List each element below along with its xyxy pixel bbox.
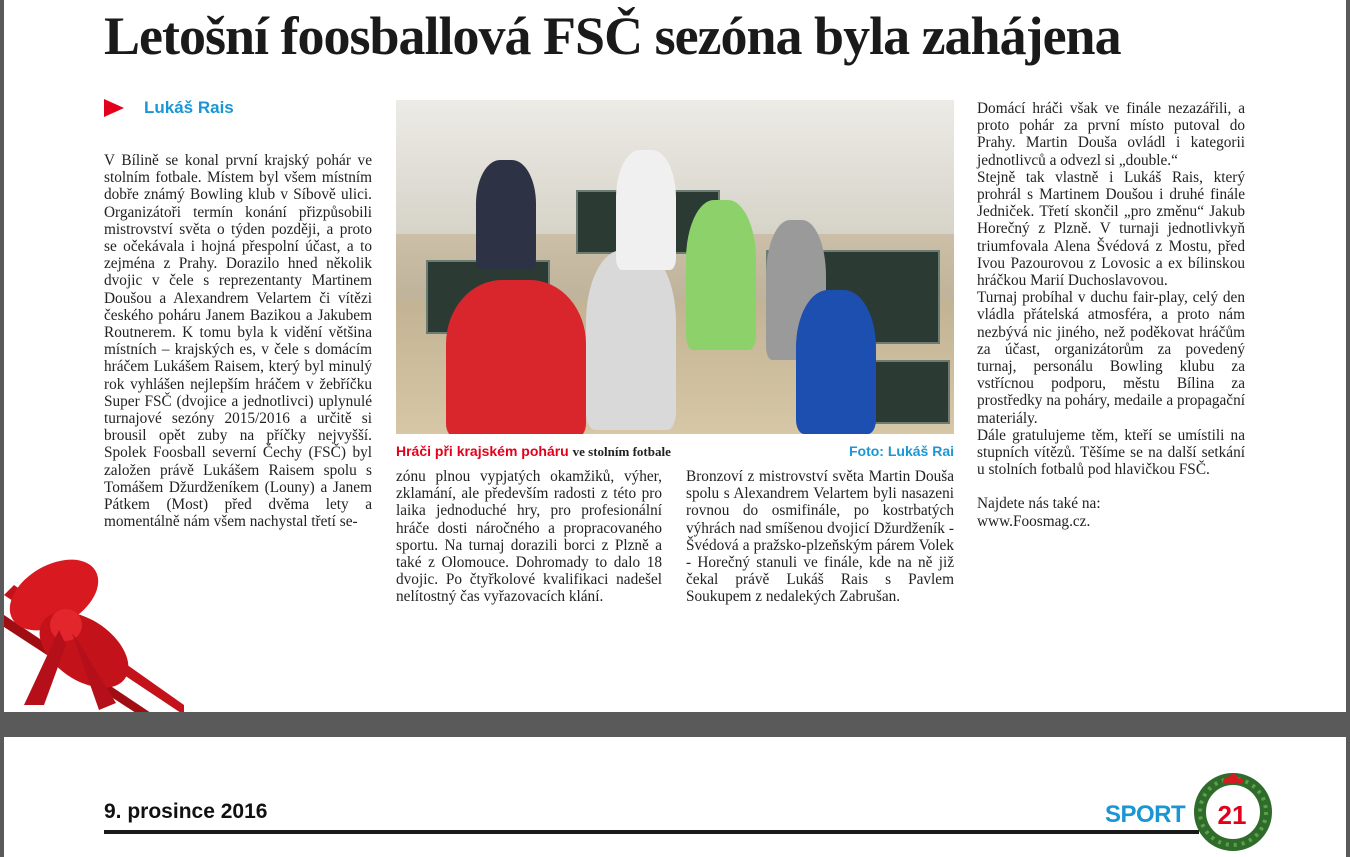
author-name: Lukáš Rais <box>144 98 234 117</box>
header-rule <box>104 830 1199 834</box>
photo-credit: Foto: Lukáš Rai <box>848 443 954 459</box>
player <box>796 290 876 434</box>
page-number: 21 <box>1217 800 1247 830</box>
section-name: SPORT <box>1105 801 1186 828</box>
player <box>476 160 536 270</box>
player <box>446 280 586 434</box>
player <box>586 250 676 430</box>
column-4-paragraph: Domácí hráči však ve finále nezazářili, a proto pohár za první místo putoval do Prahy. Martin Douša ovládl i kategorii jednotlivců a odvezl si „double.“ <box>977 100 1245 169</box>
column-4-web-link: www.Foosmag.cz. <box>977 512 1091 530</box>
column-2-text: zónu plnou vypjatých okamžiků, výher, zklamání, ale především radosti z této pro laika jednoduché hry, pro profesionální hráče dosti náročného a propracovaného sportu. Na turnaj dorazili borci z Plzně a také z Olomouce. Dohromady to dalo 18 dvojic. Po čtyřkolové kvalifikaci nadešel nelítostný čas vyřazovacích klání. <box>396 468 662 606</box>
column-3-text: Bronzoví z mistrovství světa Martin Douša spolu s Alexandrem Velartem byli nasazeni rovnou do osmifinále, po kostrbatých výhrách nad smíšenou dvojicí Džurdženík - Švédová a pražsko-plzeňským párem Volek - Horečný stanuli ve finále, kde na ně již čekal právě Lukáš Rais s Pavlem Soukupem z nedalekých Zabrušan. <box>686 468 954 606</box>
photo-caption-sub: ve stolním fotbale <box>572 444 671 459</box>
photo-caption-main <box>396 443 671 460</box>
article-column-1 <box>104 152 372 530</box>
photo-caption <box>396 443 954 463</box>
column-1-text: V Bílině se konal první krajský pohár ve stolním fotbale. Místem byl všem místním dobře známý Bowling klub v Síbově ulici. Organizátoři termín konání přizpůsobili mistrovství světa o týden později, a proto se očekávala i hojná přespolní účast, a to zejména z Prahy. Dorazilo hned několik dvojic v čele s reprezentanty Martinem Doušou a Alexandrem Velartem či vítězi českého poháru Janem Bazikou a Jakubem Routnerem. K tomu byla k vidění většina místních – krajských es, v čele s domácím hráčem Lukášem Raisem, který byl minulý rok vyhlášen nejlepším hráčem v žebříčku Super FSČ (dvojice a jednotlivci) uplynulé turnajové sezóny 2015/2016 a určitě si brousil opět zuby na příčky nejvyšší. Spolek Foosball severní Čechy (FSČ) byl založen právě Lukášem Raisem spolu s Tomášem Džurdženíkem (Louny) a Janem Pátkem (Most) před dvěma lety a momentálně nám všem nachystal třetí se- <box>104 152 372 531</box>
column-4-paragraph: Stejně tak vlastně i Lukáš Rais, který prohrál s Martinem Doušou i druhé finále Jedniček. Třetí skončil „pro změnu“ Jakub Horečný z Plzně. V turnaji jednotlivkyň triumfovala Alena Švédová z Mostu, před Ivou Pazourovou z Lovosic a ex bílinskou hráčkou Marií Duchoslavovou. <box>977 168 1245 290</box>
author-byline <box>104 98 234 118</box>
christmas-bow-icon <box>4 555 184 712</box>
column-4-paragraph: Dále gratulujeme těm, kteří se umístili na stupních vítězů. Těšíme se na další setkání u stolních fotbalů pod hlavičkou FSČ. <box>977 426 1245 479</box>
next-page-header <box>4 737 1346 857</box>
article-column-2 <box>396 468 662 606</box>
player <box>686 200 756 350</box>
column-4-paragraph: Turnaj probíhal v duchu fair-play, celý den vládla přátelská atmosféra, a proto nám nezbývá nic jiného, než poděkovat hráčům za účast, organizátorům za povedený turnaj, personálu Bowling klubu za vstřícnou podporu, městu Bílina za prostředky na poháry, medaile a propagační materiály. <box>977 289 1245 427</box>
column-4-spacer <box>977 478 1245 495</box>
article-photo <box>396 100 954 434</box>
article-headline: Letošní foosballová FSČ sezóna byla zahájena <box>104 6 1121 66</box>
article-column-4 <box>977 100 1245 530</box>
red-arrow-icon <box>104 99 124 117</box>
newspaper-page <box>4 0 1346 712</box>
article-column-3 <box>686 468 954 606</box>
player <box>616 150 676 270</box>
column-4-web-label: Najdete nás také na: <box>977 495 1101 513</box>
issue-date: 9. prosince 2016 <box>104 800 268 823</box>
photo-caption-title: Hráči při krajském poháru <box>396 443 569 459</box>
